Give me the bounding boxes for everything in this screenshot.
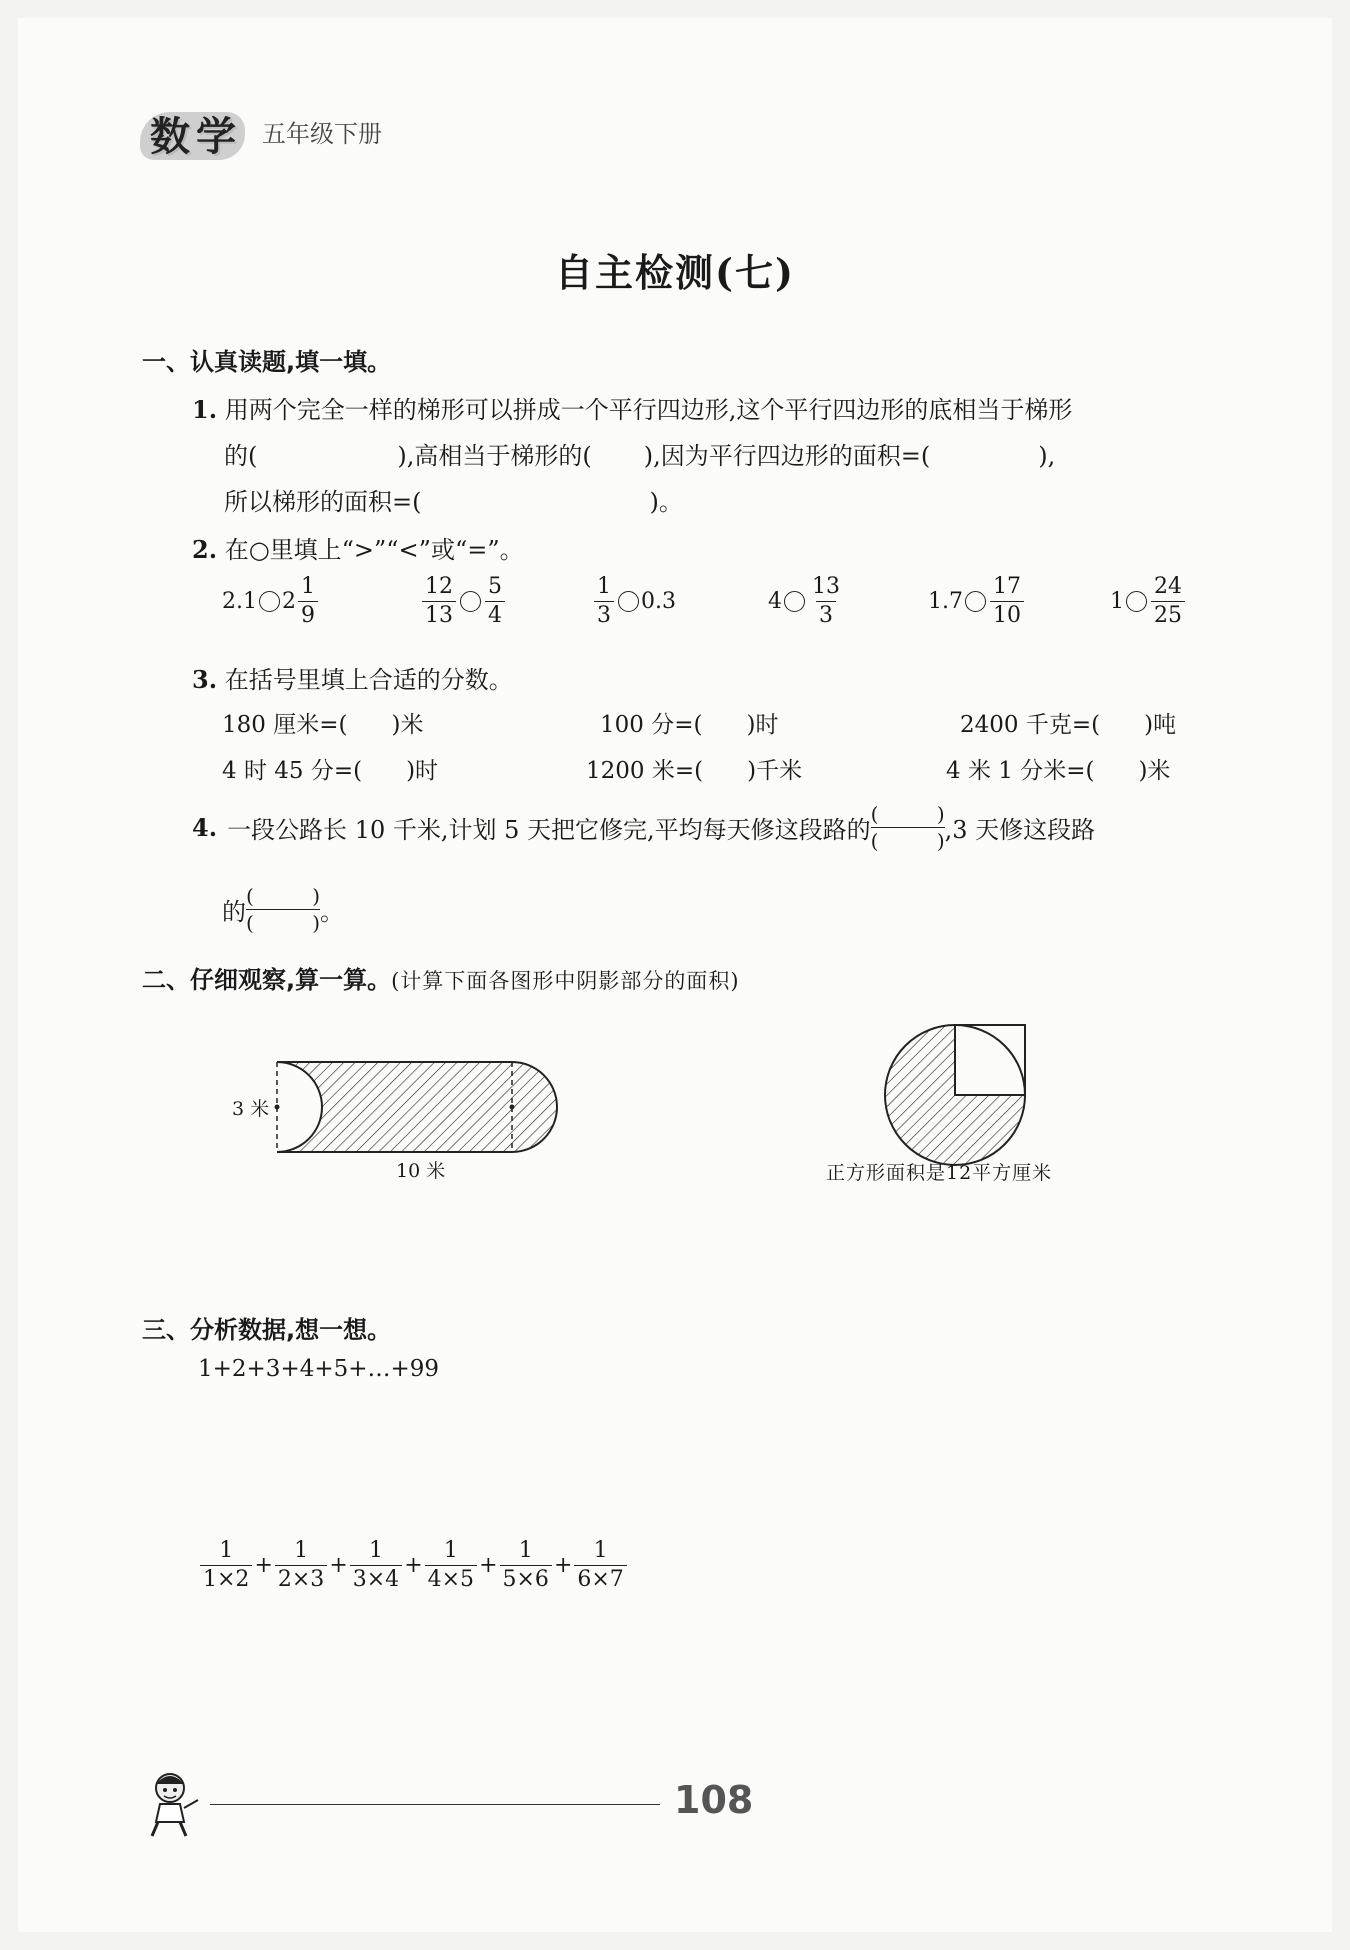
text-fragment: )。 (649, 488, 683, 516)
compare-left: 4 (768, 589, 782, 614)
figure-circle-square (870, 1010, 1030, 1170)
compare-circle-blank[interactable] (1126, 591, 1147, 612)
section-3-heading: 三、分析数据,想一想。 (142, 1316, 392, 1344)
fraction (500, 1540, 552, 1591)
section-1-heading: 一、认真读题,填一填。 (142, 348, 392, 376)
denominator: 5×6 (500, 1565, 552, 1591)
text-fragment: 2400 千克=( (960, 712, 1101, 738)
compare-left: 1.7 (928, 589, 963, 614)
compare-left: 1 (1110, 589, 1124, 614)
fraction (809, 576, 843, 627)
compare-item-2 (420, 576, 507, 627)
compare-left: 2.1 (222, 589, 257, 614)
center-dot (275, 1105, 280, 1110)
subject-label: 数学 (150, 114, 242, 160)
question-1-line-2 (224, 436, 1055, 471)
mascot-icon (140, 1770, 208, 1840)
text-fragment: )时 (406, 758, 439, 784)
figure-rectangle-semicircles (220, 1050, 570, 1190)
numerator: 1 (593, 1538, 608, 1563)
conversion-item-5 (586, 752, 802, 785)
question-text: 。 (320, 898, 344, 926)
denominator: 2×3 (275, 1565, 327, 1591)
expression-1: 1+2+3+4+5+…+99 (198, 1356, 440, 1382)
text-fragment: ),高相当于梯形的( (397, 442, 592, 470)
fraction-answer-blank[interactable]: ( ) ( ) (246, 884, 320, 935)
numerator: 12 (425, 574, 453, 599)
question-text: 的 (222, 898, 246, 926)
text-fragment: 的( (224, 442, 258, 470)
denominator: 25 (1151, 601, 1185, 627)
denominator: 13 (422, 601, 456, 627)
question-text: 一段公路长 10 千米,计划 5 天把它修完,平均每天修这段路的 (227, 816, 871, 844)
plus-sign: + (254, 1553, 273, 1578)
compare-item-3 (592, 576, 676, 627)
text-fragment: )吨 (1144, 712, 1177, 738)
fraction (425, 1540, 477, 1591)
denominator: 4 (485, 601, 505, 627)
text-fragment: ),因为平行四边形的面积=( (643, 442, 931, 470)
question-1-line-1 (192, 390, 1072, 425)
question-number: 2. (192, 535, 218, 564)
compare-circle-blank[interactable] (965, 591, 986, 612)
conversion-item-6 (946, 752, 1170, 785)
numerator: 17 (993, 574, 1021, 599)
question-text: ,3 天修这段路 (944, 816, 1096, 844)
compare-right: 0.3 (641, 589, 676, 614)
grade-label: 五年级下册 (262, 120, 382, 148)
denominator: 1×2 (200, 1565, 252, 1591)
compare-item-6 (1110, 576, 1187, 627)
conversion-item-3 (960, 706, 1176, 739)
page-title: 自主检测(七) (555, 250, 795, 295)
footer-rule (210, 1804, 660, 1805)
fraction (298, 576, 318, 627)
fraction-answer-blank[interactable]: ( ) ( ) (870, 802, 945, 853)
question-text: 用两个完全一样的梯形可以拼成一个平行四边形,这个平行四边形的底相当于梯形 (224, 396, 1073, 424)
text-fragment: )米 (391, 712, 424, 738)
fraction (574, 1540, 626, 1591)
fraction (990, 576, 1024, 627)
text-fragment: )千米 (747, 758, 803, 784)
text-fragment: )时 (746, 712, 779, 738)
denominator: 10 (990, 601, 1024, 627)
expression-2 (198, 1540, 629, 1591)
question-2 (192, 530, 524, 565)
numerator: 1 (301, 574, 315, 599)
shaded-region (277, 1062, 557, 1152)
fraction (350, 1540, 402, 1591)
question-4-line-1 (192, 804, 1095, 851)
fraction (200, 1540, 252, 1591)
text-fragment: 4 米 1 分米=( (946, 758, 1095, 784)
numerator: 1 (597, 574, 611, 599)
figure-2-caption: 正方形面积是12平方厘米 (826, 1162, 1053, 1184)
plus-sign: + (329, 1553, 348, 1578)
question-number: 3. (192, 665, 218, 694)
fraction (594, 576, 614, 627)
fraction (422, 576, 456, 627)
conversion-item-2 (600, 706, 778, 739)
question-text: 在括号里填上合适的分数。 (224, 666, 513, 694)
compare-circle-blank[interactable] (460, 591, 481, 612)
text-fragment: )米 (1138, 758, 1171, 784)
question-text: 在○里填上“>”“<”或“=”。 (224, 536, 524, 564)
fraction (1151, 576, 1185, 627)
compare-item-5 (928, 576, 1026, 627)
numerator: 24 (1154, 574, 1182, 599)
conversion-item-1 (222, 706, 423, 739)
height-label: 3 米 (232, 1098, 270, 1120)
conversion-item-4 (222, 752, 438, 785)
heading-note: (计算下面各图形中阴影部分的面积) (391, 969, 740, 993)
numerator: 13 (812, 574, 840, 599)
question-3 (192, 660, 513, 695)
text-fragment: 180 厘米=( (222, 712, 348, 738)
numerator: 1 (368, 1538, 383, 1563)
compare-circle-blank[interactable] (784, 591, 805, 612)
question-1-line-3 (224, 482, 683, 517)
fraction (275, 1540, 327, 1591)
plus-sign: + (553, 1553, 573, 1578)
width-label: 10 米 (396, 1160, 446, 1182)
text-fragment: ), (1038, 442, 1056, 470)
numerator: 1 (518, 1538, 533, 1563)
question-4-line-2 (222, 886, 344, 933)
heading-text: 二、仔细观察,算一算。 (142, 966, 392, 994)
plus-sign: + (404, 1553, 423, 1578)
denominator: 3 (594, 601, 614, 627)
denominator: 4×5 (425, 1565, 477, 1591)
text-fragment: 4 时 45 分=( (222, 758, 363, 784)
center-dot (510, 1105, 515, 1110)
question-number: 1. (192, 395, 218, 424)
fraction (485, 576, 505, 627)
compare-circle-blank[interactable] (618, 591, 639, 612)
denominator: 9 (298, 601, 318, 627)
page-number: 108 (674, 1778, 754, 1822)
compare-item-1 (222, 576, 320, 627)
numerator: 1 (443, 1538, 458, 1563)
text-fragment: 1200 米=( (586, 758, 704, 784)
plus-sign: + (479, 1553, 498, 1578)
numerator: 5 (488, 574, 502, 599)
denominator: 3×4 (350, 1565, 402, 1591)
text-fragment: 100 分=( (600, 712, 703, 738)
quarter-arc (955, 1025, 1025, 1095)
mixed-number-whole: 2 (282, 589, 296, 614)
numerator: 1 (294, 1538, 309, 1563)
question-number: 4. (192, 813, 218, 842)
denominator: 3 (816, 601, 836, 627)
compare-circle-blank[interactable] (259, 591, 280, 612)
numerator: 1 (219, 1538, 234, 1563)
compare-item-4 (768, 576, 845, 627)
section-2-heading (142, 960, 740, 995)
denominator: 6×7 (574, 1565, 626, 1591)
text-fragment: 所以梯形的面积=( (224, 488, 422, 516)
square (955, 1025, 1025, 1095)
